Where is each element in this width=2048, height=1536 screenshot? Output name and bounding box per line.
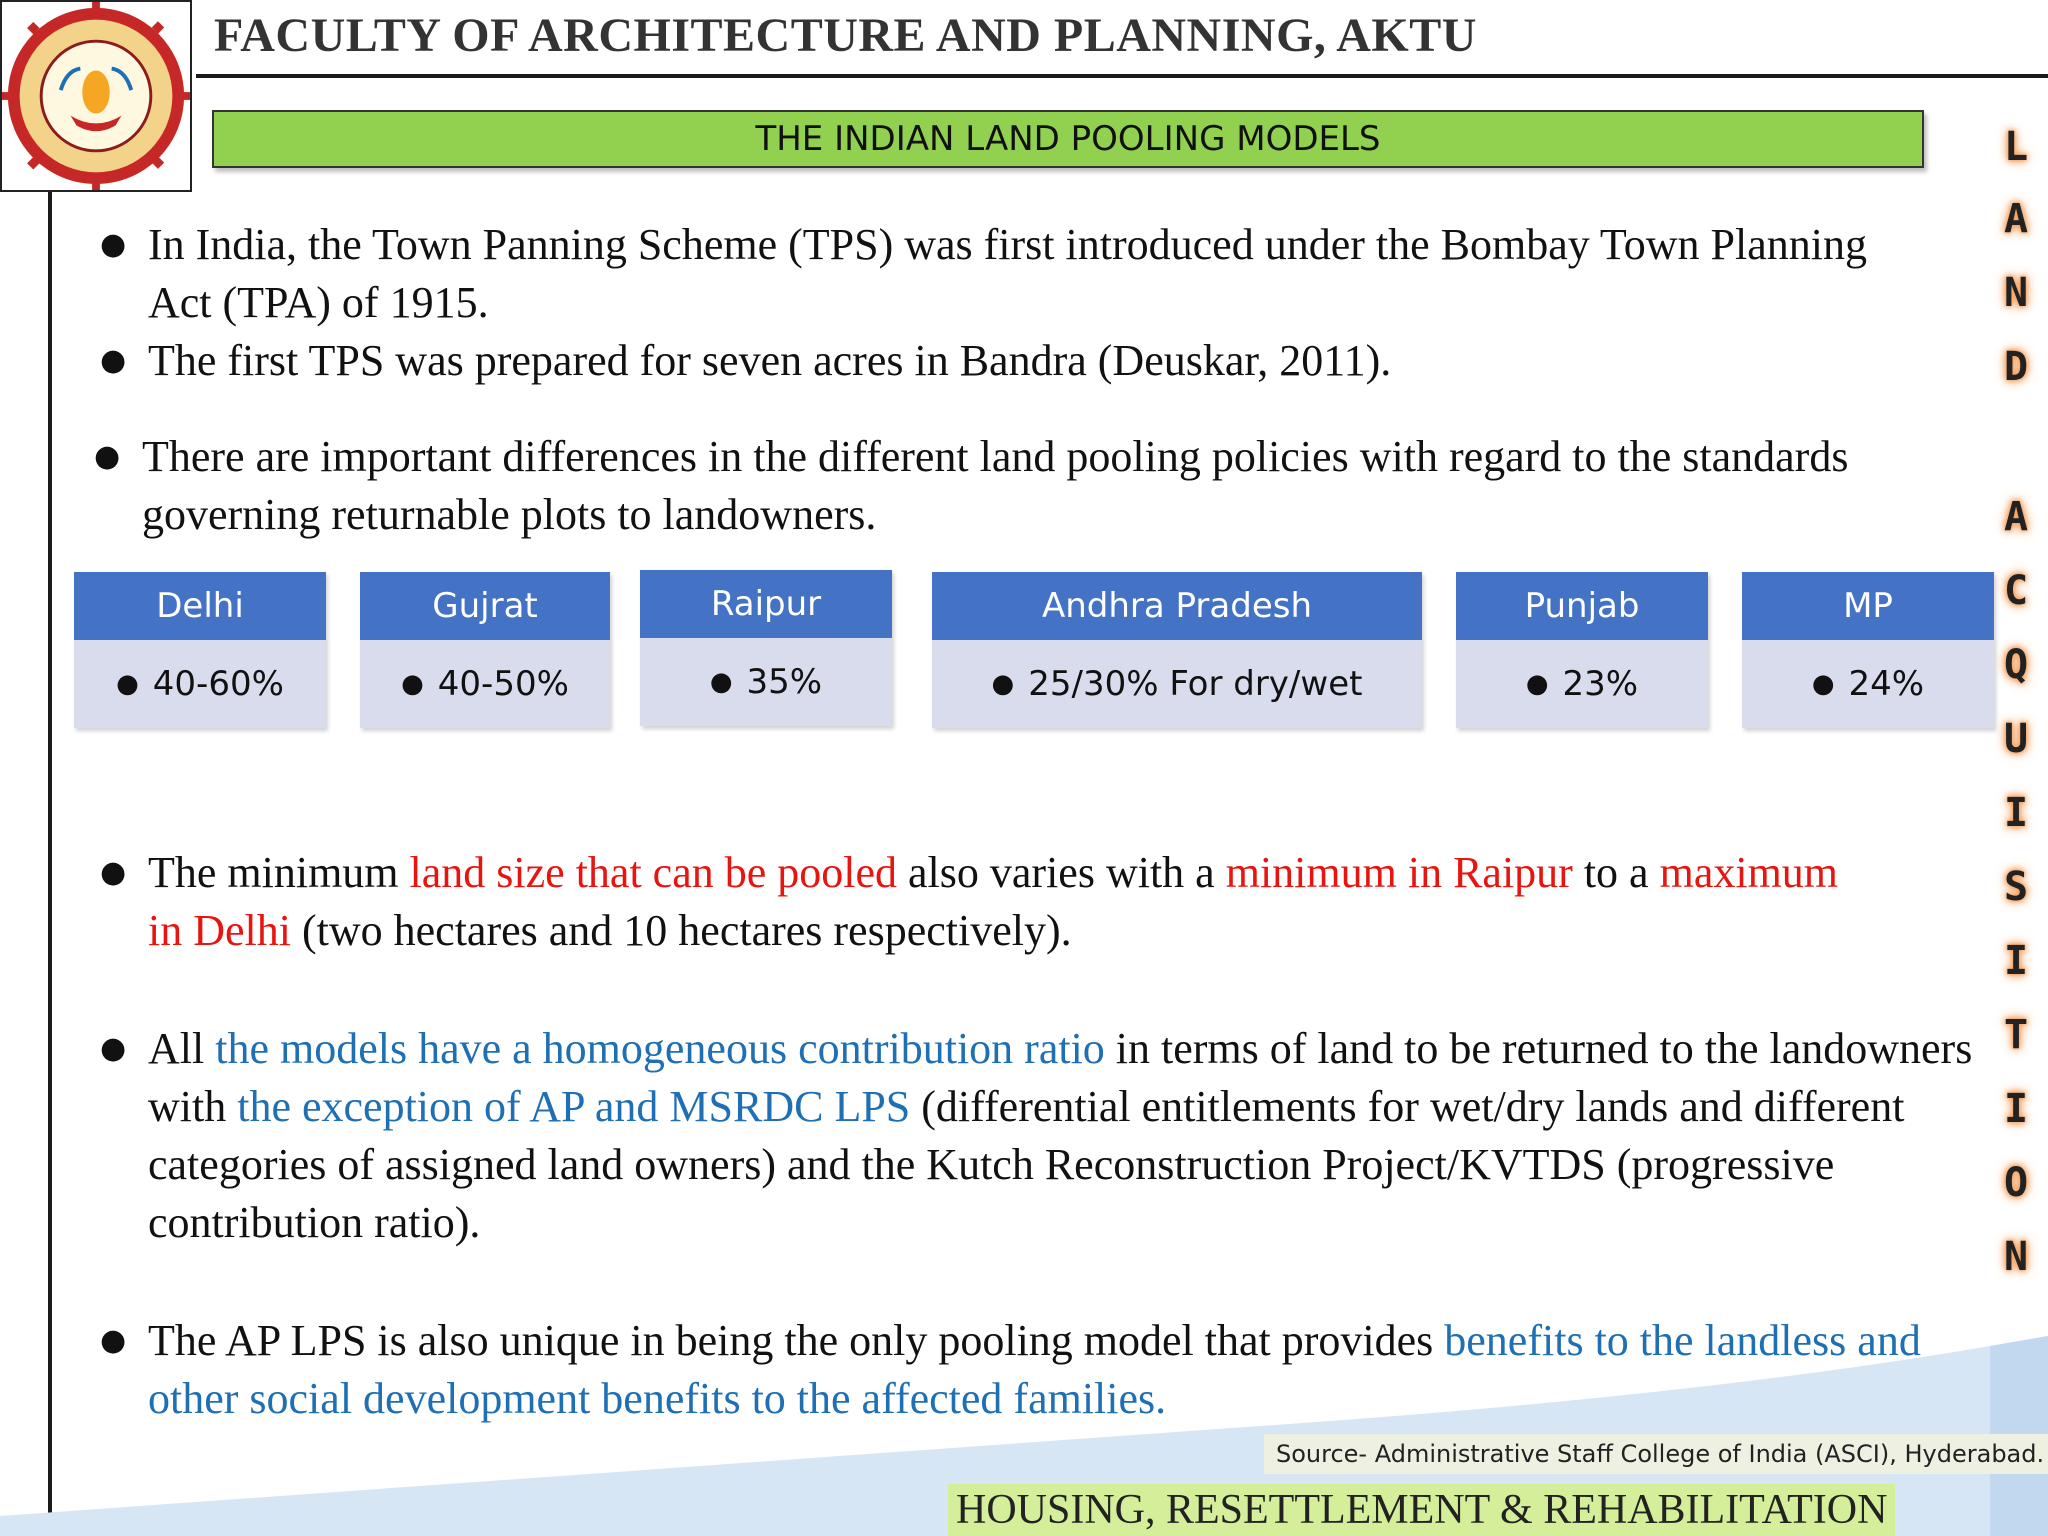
model-card-raipur — [640, 570, 892, 726]
model-card-body — [1742, 640, 1994, 728]
bullet-icon: ● — [116, 669, 139, 699]
model-card-value: 25/30% For dry/wet — [1028, 664, 1363, 704]
model-card-state: Andhra Pradesh — [932, 572, 1422, 640]
model-card-delhi — [74, 572, 326, 728]
source-citation: Source- Administrative Staff College of India (ASCI), Hyderabad. — [1264, 1434, 2048, 1474]
side-letter: O — [2003, 1160, 2029, 1206]
side-letter: T — [2003, 1012, 2029, 1058]
side-letter: C — [2003, 568, 2029, 614]
university-seal-icon — [2, 2, 190, 190]
highlight-text: the models have a homogeneous contribution ratio — [215, 1024, 1105, 1073]
bullet-text: In India, the Town Panning Scheme (TPS) was first introduced under the Bombay Town Planning Act (TPA) of 1915. — [148, 220, 1867, 327]
model-card-gujrat — [360, 572, 610, 728]
bullet-icon: ● — [100, 1323, 127, 1358]
side-letter: I — [2003, 1086, 2029, 1132]
bullet-first-tps — [100, 332, 1908, 390]
model-card-body — [640, 638, 892, 726]
bullet-icon: ● — [100, 1031, 127, 1066]
model-card-value: 35% — [746, 662, 823, 702]
side-letter: N — [2003, 270, 2029, 316]
university-logo — [0, 0, 192, 192]
bullet-icon: ● — [1811, 669, 1835, 699]
model-card-mp — [1742, 572, 1994, 728]
bullet-icon: ● — [1525, 669, 1549, 699]
faculty-title: FACULTY OF ARCHITECTURE AND PLANNING, AKTU — [214, 9, 1477, 62]
bullet-icon: ● — [100, 855, 127, 890]
side-letter: I — [2003, 790, 2029, 836]
highlight-text: maximum in Delhi — [148, 848, 1839, 955]
model-card-andhra-pradesh — [932, 572, 1422, 728]
bullet-minimum-land-size — [100, 844, 1848, 960]
section-banner: THE INDIAN LAND POOLING MODELS — [212, 110, 1924, 168]
bullet-icon: ● — [991, 669, 1015, 699]
bullet-text: in terms of land to be returned to the landowners with — [148, 1024, 1973, 1131]
model-card-punjab — [1456, 572, 1708, 728]
bullet-icon: ● — [94, 439, 121, 474]
bullet-tps-introduction — [100, 216, 1908, 332]
bullet-text: (two hectares and 10 hectares respectively). — [290, 906, 1072, 955]
model-card-value: 40-50% — [437, 664, 569, 704]
bullet-icon: ● — [100, 343, 127, 378]
bullet-icon: ● — [100, 227, 127, 262]
model-card-body — [360, 640, 610, 728]
model-card-state: Punjab — [1456, 572, 1708, 640]
bullet-icon: ● — [709, 667, 733, 697]
model-card-body — [74, 640, 326, 728]
side-letter: A — [2003, 196, 2029, 242]
model-card-body — [1456, 640, 1708, 728]
side-letter: Q — [2003, 642, 2029, 688]
model-card-state: MP — [1742, 572, 1994, 640]
model-card-body — [932, 640, 1422, 728]
header-divider — [196, 74, 2048, 78]
highlight-text: benefits to the landless and other social development benefits to the affected families. — [148, 1316, 1921, 1423]
model-card-state: Gujrat — [360, 572, 610, 640]
bullet-text: The AP LPS is also unique in being the only pooling model that provides — [148, 1316, 1445, 1365]
bullet-text: also varies with a — [897, 848, 1226, 897]
bullet-text: (differential entitlements for wet/dry lands and different categories of assigned land owners) and the Kutch Reconstruction Project/KVTDS (progressive contribution ratio). — [148, 1082, 1905, 1247]
highlight-text: the exception of AP and MSRDC LPS — [237, 1082, 911, 1131]
side-letter: I — [2003, 938, 2029, 984]
side-letter: L — [2003, 124, 2029, 170]
bullet-ap-lps-unique — [100, 1312, 1948, 1428]
bullet-text: The minimum — [148, 848, 410, 897]
model-card-state: Delhi — [74, 572, 326, 640]
model-card-value: 24% — [1848, 664, 1925, 704]
side-letter: S — [2003, 864, 2029, 910]
highlight-text: land size that can be pooled — [409, 848, 898, 897]
bullet-text: There are important differences in the different land pooling policies with regard to the standards governing returnable plots to landowners. — [142, 432, 1849, 539]
side-letter: D — [2003, 344, 2029, 390]
side-letter: N — [2003, 1234, 2029, 1280]
highlight-text: minimum in Raipur — [1225, 848, 1573, 897]
side-letter: A — [2003, 494, 2029, 540]
model-card-value: 40-60% — [152, 664, 284, 704]
bullet-policy-differences — [94, 428, 1908, 544]
bullet-text: All — [148, 1024, 216, 1073]
bullet-contribution-ratio — [100, 1020, 1974, 1252]
model-card-state: Raipur — [640, 570, 892, 638]
side-letter: U — [2003, 716, 2029, 762]
model-card-value: 23% — [1562, 664, 1639, 704]
bullet-text: to a — [1572, 848, 1660, 897]
bullet-text: The first TPS was prepared for seven acres in Bandra (Deuskar, 2011). — [148, 336, 1392, 385]
bullet-icon: ● — [401, 669, 424, 699]
footer-topic: HOUSING, RESETTLEMENT & REHABILITATION — [948, 1484, 1895, 1536]
